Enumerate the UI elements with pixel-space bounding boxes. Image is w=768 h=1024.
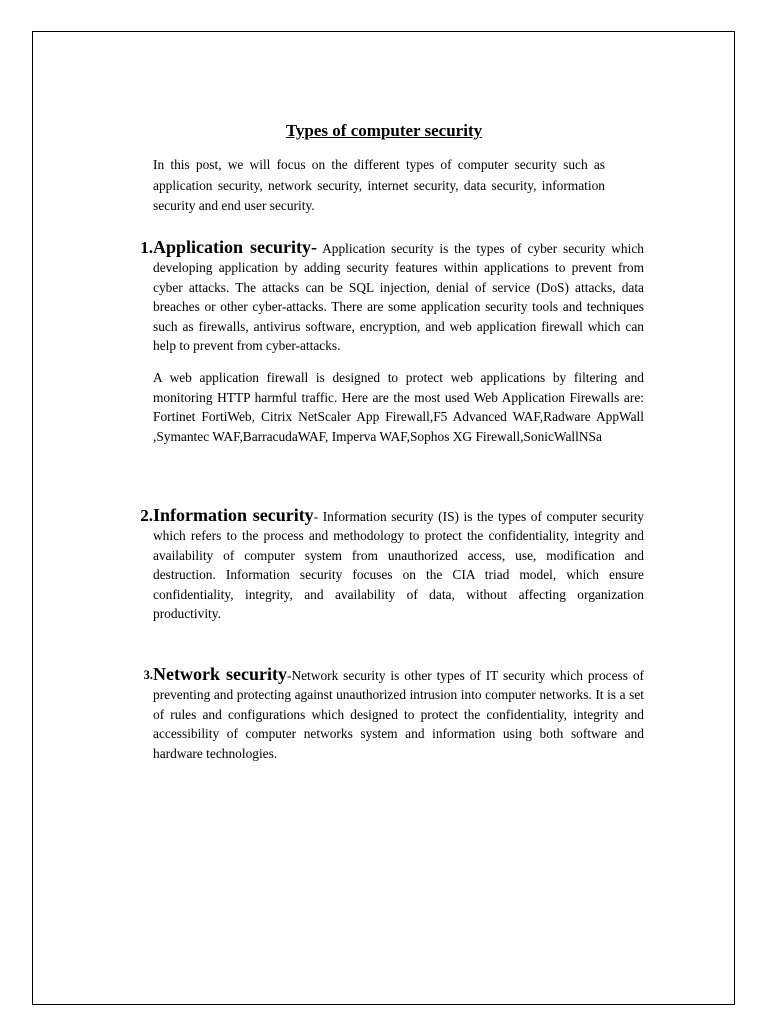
section-number: 2. bbox=[140, 506, 153, 525]
section-paragraph bbox=[153, 238, 644, 355]
section-heading: Information security bbox=[153, 505, 314, 525]
section-heading: Network security bbox=[153, 664, 287, 684]
section-information-security bbox=[124, 506, 644, 623]
section-number: 3. bbox=[143, 668, 153, 682]
section-text: -Network security is other types of IT security which process of preventing and protecting against unauthorized intrusion into computer networks. It is a set of rules and configurations which designed to protect the confidentiality, integrity and accessibility of computer networks system and information using both software and hardware technologies. bbox=[153, 668, 644, 761]
section-heading: Application security- bbox=[153, 237, 317, 257]
section-paragraph-2: A web application firewall is designed to protect web applications by filtering and monitoring HTTP harmful traffic. Here are the most used Web Application Firewalls are: Fortinet FortiWeb, Citrix NetScaler App Firewall,F5 Advanced WAF,Radware AppWall ,Symantec WAF,BarracudaWAF, Imperva WAF,Sophos XG Firewall,SonicWallNSa bbox=[153, 370, 644, 444]
section-paragraph bbox=[153, 506, 644, 623]
section-paragraph bbox=[153, 665, 644, 763]
intro-paragraph: In this post, we will focus on the different types of computer security such as application security, network security, internet security, data security, information security and end user security. bbox=[153, 157, 605, 214]
section-text: - Information security (IS) is the types of computer security which refers to the process and methodology to protect the confidentiality, integrity and availability of computer system from unauthorized access, use, modification and destruction. Information security focuses on the CIA triad model, which ensure confidentiality, integrity, and availability of data, without affecting organization productivity. bbox=[153, 509, 644, 622]
section-number: 1. bbox=[140, 238, 153, 257]
section-text: Application security is the types of cyber security which developing application by adding security features within applications to prevent from cyber attacks. The attacks can be SQL injection, denial of service (DoS) attacks, data breaches or other cyber-attacks. There are some application security tools and techniques such as firewalls, antivirus software, encryption, and web application firewall which can help to prevent from cyber-attacks. bbox=[153, 241, 644, 354]
document-title: Types of computer security bbox=[285, 121, 483, 140]
section-network-security bbox=[124, 665, 644, 763]
section-application-security bbox=[124, 238, 644, 446]
